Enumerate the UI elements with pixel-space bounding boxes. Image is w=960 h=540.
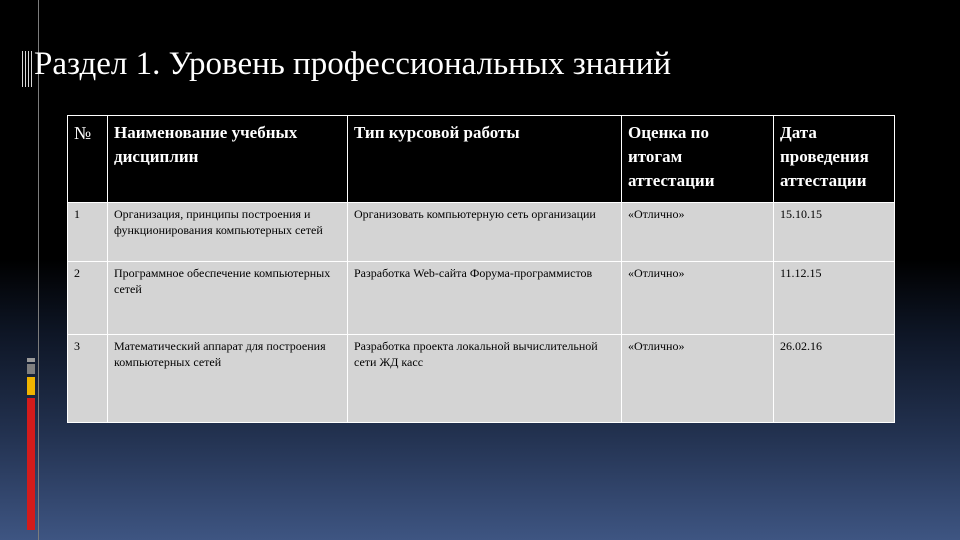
table-row <box>68 335 895 423</box>
header-grade: Оценка по итогам аттестации <box>622 116 774 203</box>
table-row <box>68 262 895 335</box>
cell-coursework-type: Организовать компьютерную сеть организации <box>348 203 622 262</box>
cell-coursework-type: Разработка Web-сайта Форума-программистов <box>348 262 622 335</box>
table-header-row <box>68 116 895 203</box>
cell-date: 15.10.15 <box>774 203 895 262</box>
attestation-table <box>67 115 895 423</box>
header-date: Дата проведения аттестации <box>774 116 895 203</box>
cell-date: 11.12.15 <box>774 262 895 335</box>
cell-discipline: Организация, принципы построения и функционирования компьютерных сетей <box>108 203 348 262</box>
cell-number: 2 <box>68 262 108 335</box>
title-bullet-marker <box>22 51 34 87</box>
cell-number: 1 <box>68 203 108 262</box>
cell-grade: «Отлично» <box>622 335 774 423</box>
accent-bar-gray-top <box>27 358 35 362</box>
accent-bar-gray <box>27 364 35 374</box>
cell-grade: «Отлично» <box>622 203 774 262</box>
accent-bar-yellow <box>27 377 35 395</box>
table-row <box>68 203 895 262</box>
cell-date: 26.02.16 <box>774 335 895 423</box>
cell-number: 3 <box>68 335 108 423</box>
page-title: Раздел 1. Уровень профессиональных знаний <box>34 46 672 82</box>
header-number: № <box>68 116 108 203</box>
header-discipline: Наименование учебных дисциплин <box>108 116 348 203</box>
cell-coursework-type: Разработка проекта локальной вычислительной сети ЖД касс <box>348 335 622 423</box>
header-coursework-type: Тип курсовой работы <box>348 116 622 203</box>
cell-discipline: Программное обеспечение компьютерных сетей <box>108 262 348 335</box>
cell-discipline: Математический аппарат для построения компьютерных сетей <box>108 335 348 423</box>
cell-grade: «Отлично» <box>622 262 774 335</box>
accent-bar-red <box>27 398 35 530</box>
